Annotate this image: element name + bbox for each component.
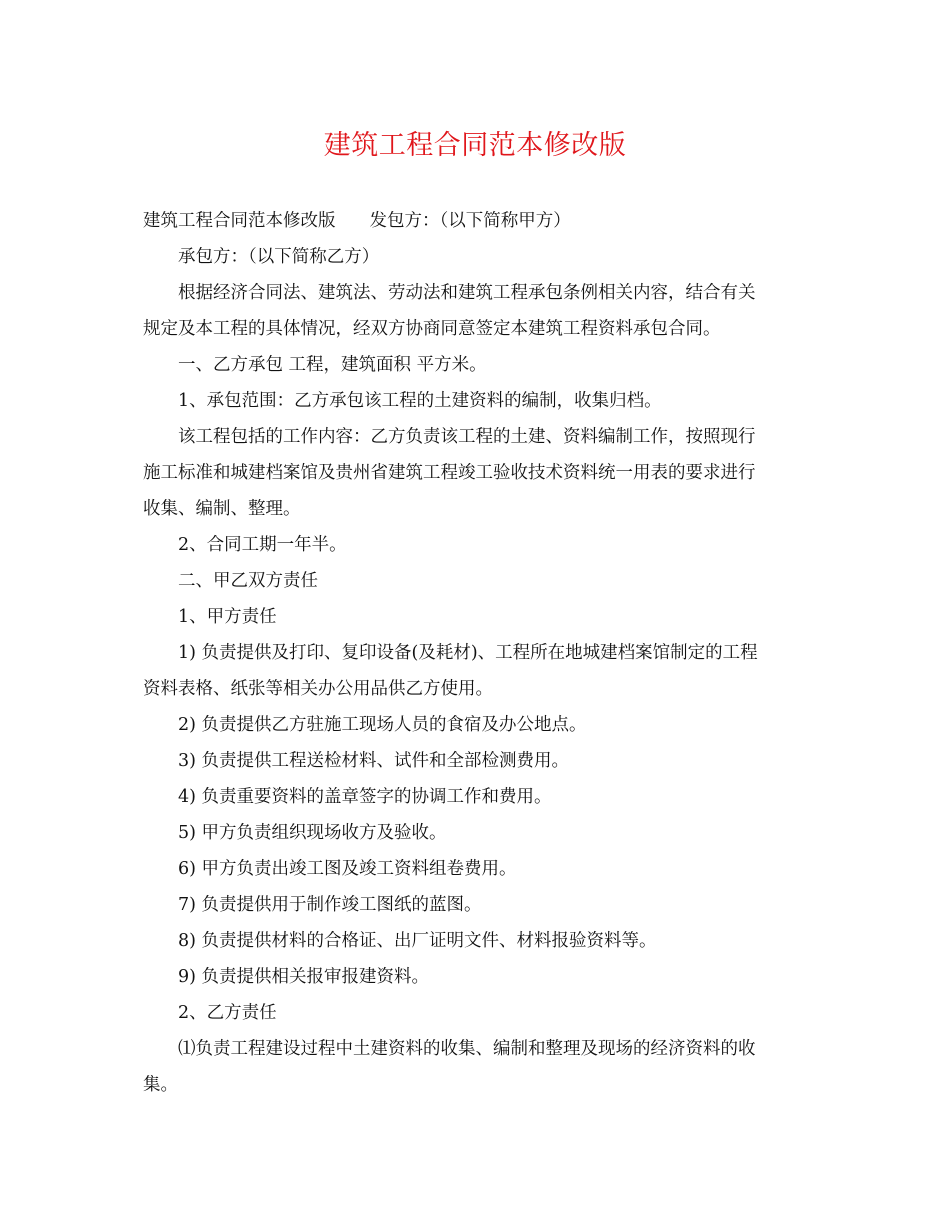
header-line-employer: 发包方：（以下简称甲方） (369, 211, 571, 231)
section-2-heading: 二、甲乙双方责任 (178, 571, 318, 591)
scope-line-3: 收集、编制、整理。 (143, 499, 301, 519)
scope-line-2: 施工标准和城建档案馆及贵州省建筑工程竣工验收技术资料统一用表的要求进行 (143, 463, 756, 483)
document-title: 建筑工程合同范本修改版 (323, 130, 627, 161)
document-body (143, 203, 809, 1103)
party-a-duty-8: 8) 负责提供材料的合格证、出厂证明文件、材料报验资料等。 (178, 931, 657, 951)
party-a-duty-1-line-1: 1) 负责提供及打印、复印设备(及耗材)、工程所在地城建档案馆制定的工程 (178, 643, 758, 663)
contractor-line: 承包方：（以下简称乙方） (178, 247, 380, 267)
intro-line-1: 根据经济合同法、建筑法、劳动法和建筑工程承包条例相关内容，结合有关 (178, 283, 756, 303)
scope-paragraph (143, 419, 809, 527)
party-b-duty-1-line-2: 集。 (143, 1075, 178, 1095)
party-a-duty-1-line-2: 资料表格、纸张等相关办公用品供乙方使用。 (143, 679, 493, 699)
section-1-heading: 一、乙方承包 工程，建筑面积 平方米。 (178, 355, 487, 375)
intro-line-2: 规定及本工程的具体情况，经双方协商同意签定本建筑工程资料承包合同。 (143, 319, 721, 339)
party-a-duty-9: 9) 负责提供相关报审报建资料。 (178, 967, 430, 987)
party-a-duty-5: 5) 甲方负责组织现场收方及验收。 (178, 823, 447, 843)
scope-line-1: 该工程包括的工作内容：乙方负责该工程的土建、资料编制工作，按照现行 (178, 427, 756, 447)
intro-paragraph (143, 275, 809, 347)
header-line-title: 建筑工程合同范本修改版 (143, 211, 336, 231)
party-b-duty-1-line-1: ⑴负责工程建设过程中土建资料的收集、编制和整理及现场的经济资料的收 (178, 1039, 756, 1059)
section-2-item-1: 1、甲方责任 (178, 607, 277, 627)
party-a-duty-2: 2) 负责提供乙方驻施工现场人员的食宿及办公地点。 (178, 715, 587, 735)
party-a-duty-4: 4) 负责重要资料的盖章签字的协调工作和费用。 (178, 787, 552, 807)
party-a-duty-3: 3) 负责提供工程送检材料、试件和全部检测费用。 (178, 751, 570, 771)
party-a-duty-1 (143, 635, 809, 707)
section-1-item-2: 2、合同工期一年半。 (178, 535, 347, 555)
section-1-item-1: 1、承包范围：乙方承包该工程的土建资料的编制，收集归档。 (178, 391, 662, 411)
party-a-duty-7: 7) 负责提供用于制作竣工图纸的蓝图。 (178, 895, 482, 915)
section-2-item-2: 2、乙方责任 (178, 1003, 277, 1023)
party-a-duty-6: 6) 甲方负责出竣工图及竣工资料组卷费用。 (178, 859, 517, 879)
party-b-duty-1 (143, 1031, 809, 1103)
header-line (143, 203, 809, 239)
